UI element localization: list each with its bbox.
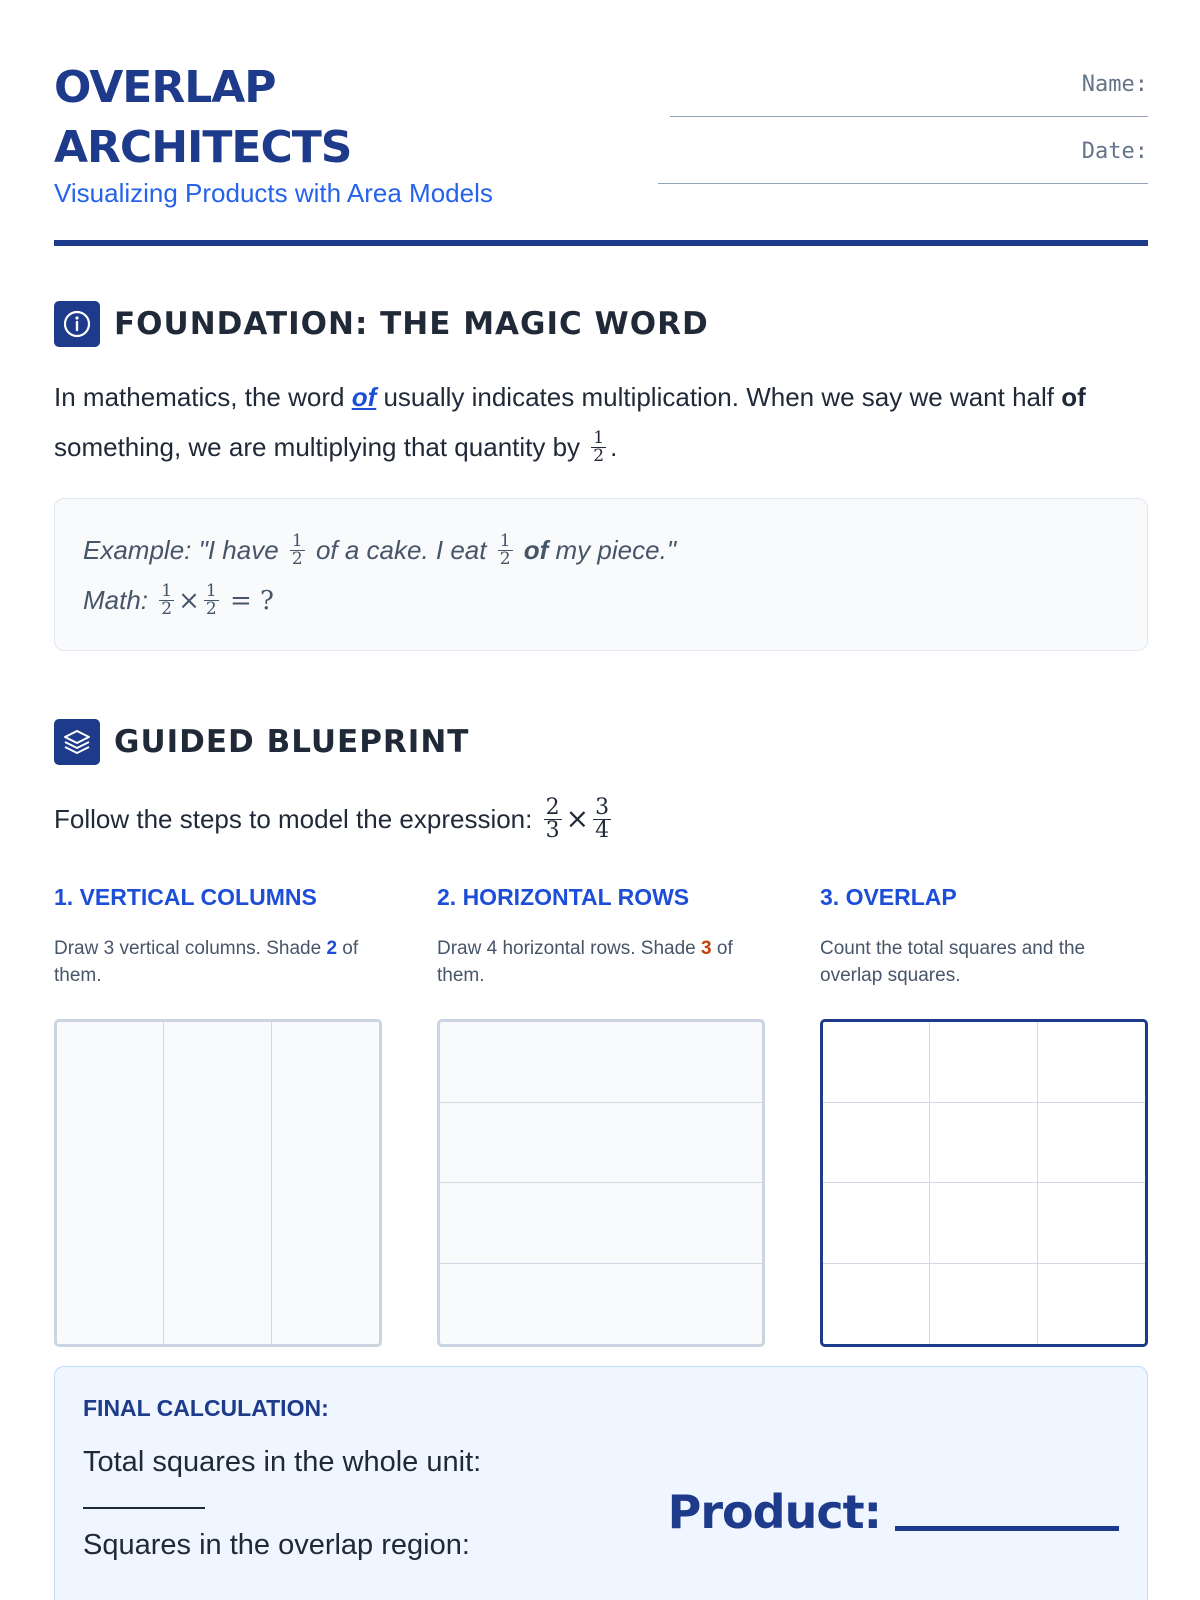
blueprint-instruction: Follow the steps to model the expression: $\frac{2}{3}$ × $\frac{3}{4}$ [54, 794, 610, 843]
date-field[interactable] [658, 182, 1148, 184]
step-description: Draw 4 horizontal rows. Shade 3 of them. [437, 938, 733, 986]
grid-cell[interactable] [1038, 1022, 1145, 1103]
info-icon [54, 301, 100, 347]
grid-cell[interactable] [1038, 1264, 1145, 1345]
fraction-three-fourths: $\frac{3}{4}$ [595, 794, 610, 843]
total-squares-label: Total squares in the whole unit: [83, 1446, 482, 1478]
columns-grid[interactable] [54, 1019, 382, 1347]
name-field[interactable] [670, 115, 1148, 117]
step-overlap [820, 884, 1148, 1347]
grid-cell[interactable] [930, 1264, 1037, 1345]
product-blank[interactable] [895, 1526, 1119, 1531]
date-label: Date: [1081, 139, 1148, 164]
step-horizontal-rows [437, 884, 765, 1347]
foundation-text-3: something, we are multiplying that quantity by [54, 432, 588, 462]
student-fields [658, 72, 1148, 206]
grid-cell[interactable] [930, 1103, 1037, 1184]
grid-cell[interactable] [823, 1022, 930, 1103]
worksheet-subtitle: Visualizing Products with Area Models [54, 178, 493, 208]
final-title: FINAL CALCULATION: [83, 1395, 329, 1421]
total-squares-blank[interactable] [83, 1507, 205, 1509]
fraction-one-half: $\frac{1}{2}$ [291, 530, 303, 569]
product-answer [668, 1485, 1119, 1539]
step-title: 3. OVERLAP [820, 884, 957, 910]
grid-cell[interactable] [1038, 1183, 1145, 1264]
grid-cell[interactable] [930, 1183, 1037, 1264]
grid-column[interactable] [164, 1022, 271, 1344]
fraction-one-half: $\frac{1}{2}$ [499, 530, 511, 569]
math-line: Math: $\frac{1}{2}$ × $\frac{1}{2}$ = ? [83, 580, 274, 619]
final-calculation-box [54, 1366, 1148, 1600]
example-line: Example: "I have $\frac{1}{2}$ of a cake. I eat $\frac{1}{2}$ of my piece." [83, 530, 677, 569]
step-title: 2. HORIZONTAL ROWS [437, 884, 690, 910]
foundation-text-1: In mathematics, the word [54, 382, 352, 412]
step-description: Count the total squares and the overlap squares. [820, 938, 1086, 986]
blueprint-title: GUIDED BLUEPRINT [114, 724, 470, 760]
of-keyword: of [351, 382, 377, 412]
rows-grid[interactable] [437, 1019, 765, 1347]
grid-cell[interactable] [823, 1264, 930, 1345]
title-line-2: ARCHITECTS [54, 122, 352, 173]
fraction-one-half: $\frac{1}{2}$ [205, 580, 217, 619]
foundation-text-2: usually indicates multiplication. When we say we want half [376, 382, 1062, 412]
step-vertical-columns [54, 884, 382, 1347]
grid-cell[interactable] [1038, 1103, 1145, 1184]
worksheet-header [54, 58, 1148, 248]
fraction-two-thirds: $\frac{2}{3}$ [545, 794, 560, 843]
header-divider [54, 240, 1148, 246]
title-line-1: OVERLAP [54, 62, 276, 113]
layers-icon [54, 719, 100, 765]
steps-row [54, 884, 1148, 1339]
grid-row[interactable] [440, 1264, 762, 1345]
step-description: Draw 3 vertical columns. Shade 2 of them. [54, 938, 359, 986]
foundation-heading [54, 301, 709, 347]
foundation-paragraph: In mathematics, the word of usually indicates multiplication. When we say we want half of something, we are multiplying that quantity by $\frac{1}{2}$ . [54, 382, 1086, 466]
grid-cell[interactable] [823, 1183, 930, 1264]
example-box [54, 498, 1148, 651]
product-label: Product: [667, 1485, 881, 1539]
of-bold: of [1061, 382, 1086, 412]
grid-row[interactable] [440, 1103, 762, 1184]
grid-cell[interactable] [930, 1022, 1037, 1103]
blueprint-heading [54, 719, 469, 765]
overlap-grid[interactable] [820, 1019, 1148, 1347]
fraction-one-half: $\frac{1}{2}$ [593, 427, 605, 466]
grid-cell[interactable] [823, 1103, 930, 1184]
grid-row[interactable] [440, 1022, 762, 1103]
overlap-squares-label: Squares in the overlap region: [83, 1529, 470, 1561]
step-title: 1. VERTICAL COLUMNS [54, 884, 317, 910]
grid-row[interactable] [440, 1183, 762, 1264]
worksheet-page [54, 0, 1148, 1600]
foundation-title: FOUNDATION: THE MAGIC WORD [114, 306, 709, 342]
name-label: Name: [1081, 72, 1148, 97]
fraction-one-half: $\frac{1}{2}$ [161, 580, 173, 619]
grid-column[interactable] [272, 1022, 379, 1344]
grid-column[interactable] [57, 1022, 164, 1344]
